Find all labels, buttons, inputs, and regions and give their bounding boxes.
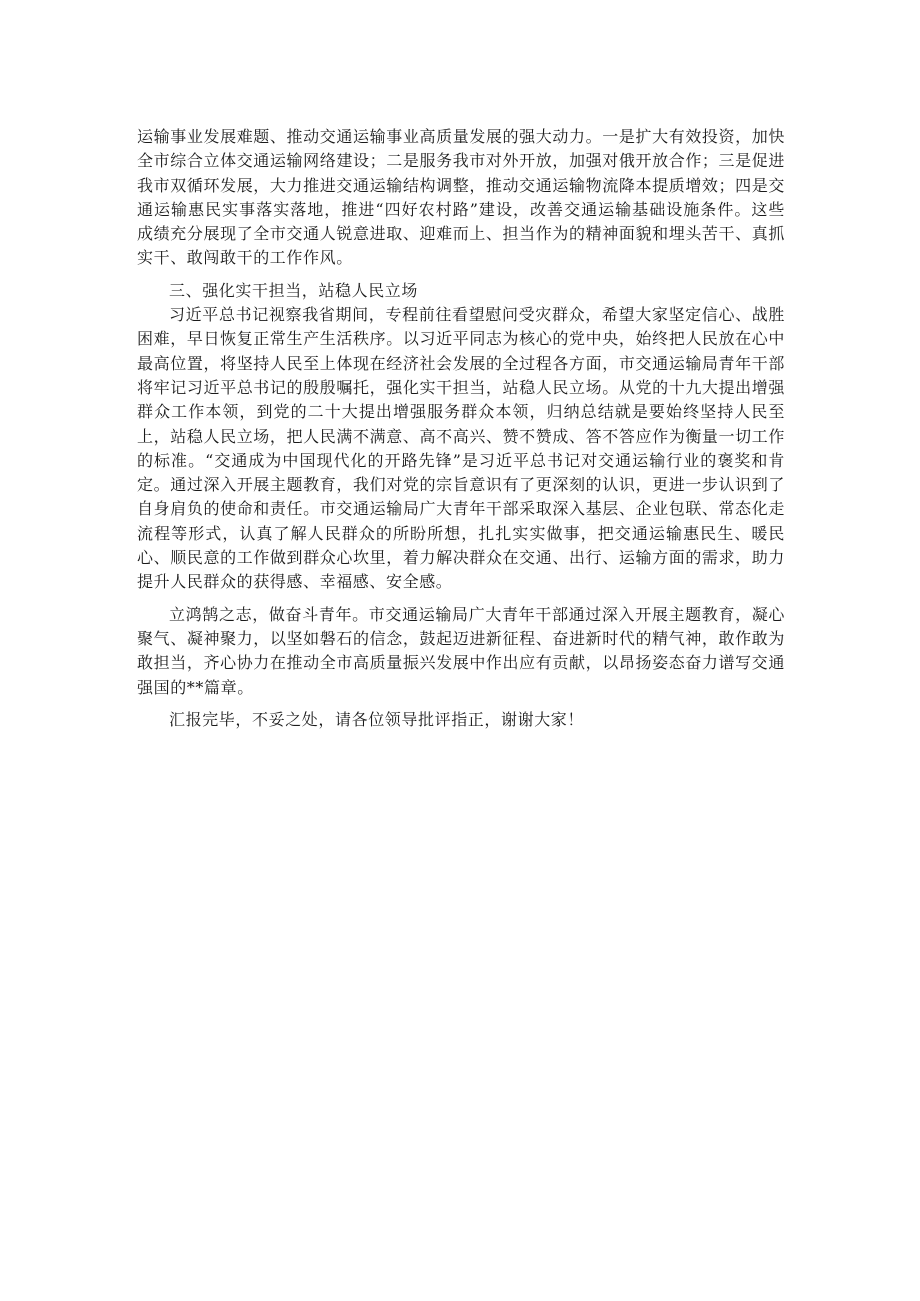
paragraph-closing: 汇报完毕，不妥之处，请各位领导批评指正，谢谢大家！ — [169, 709, 585, 729]
paragraph-continued: 运输事业发展难题、推动交通运输事业高质量发展的强大动力。一是扩大有效投资，加快全市综合立体交通运输网络建设；二是服务我市对外开放，加强对俄开放合作；三是促进我市双循环发展，大力推进交通运输结构调整，推动交通运输物流降本提质增效；四是交通运输惠民实事落实落地，推进“四好农村路”建设，改善交通运输基础设施条件。这些成绩充分展现了全市交通人锐意进取、迎难而上、担当作为的精神面貌和埋头苦干、真抓实干、敢闯敢干的工作作风。 — [137, 127, 785, 268]
section-heading: 三、强化实干担当，站稳人民立场 — [169, 280, 419, 300]
paragraph-youth-aspiration: 立鸿鹄之志，做奋斗青年。市交通运输局广大青年干部通过深入开展主题教育，凝心聚气、凝神聚力，以坚如磐石的信念，鼓起迈进新征程、奋进新时代的精气神，敢作敢为敢担当，齐心协力在推动全市高质量振兴发展中作出应有贡献，以昂扬姿态奋力谱写交通强国的**篇章。 — [137, 604, 785, 697]
paragraph-people-stance: 习近平总书记视察我省期间，专程前往看望慰问受灾群众，希望大家坚定信心、战胜困难，早日恢复正常生产生活秩序。以习近平同志为核心的党中央，始终把人民放在心中最高位置，将坚持人民至上体现在经济社会发展的全过程各方面，市交通运输局青年干部将牢记习近平总书记的殷殷嘱托，强化实干担当，站稳人民立场。从党的十九大提出增强群众工作本领，到党的二十大提出增强服务群众本领，归纳总结就是要始终坚持人民至上，站稳人民立场，把人民满不满意、高不高兴、赞不赞成、答不答应作为衡量一切工作的标准。“交通成为中国现代化的开路先锋”是习近平总书记对交通运输行业的褒奖和肯定。通过深入开展主题教育，我们对党的宗旨意识有了更深刻的认识，更进一步认识到了自身肩负的使命和责任。市交通运输局广大青年干部采取深入基层、企业包联、常态化走流程等形式，认真了解人民群众的所盼所想，扎扎实实做事，把交通运输惠民生、暖民心、顺民意的工作做到群众心坎里，着力解决群众在交通、出行、运输方面的需求，助力提升人民群众的获得感、幸福感、安全感。 — [137, 305, 785, 592]
document-body — [137, 125, 785, 732]
